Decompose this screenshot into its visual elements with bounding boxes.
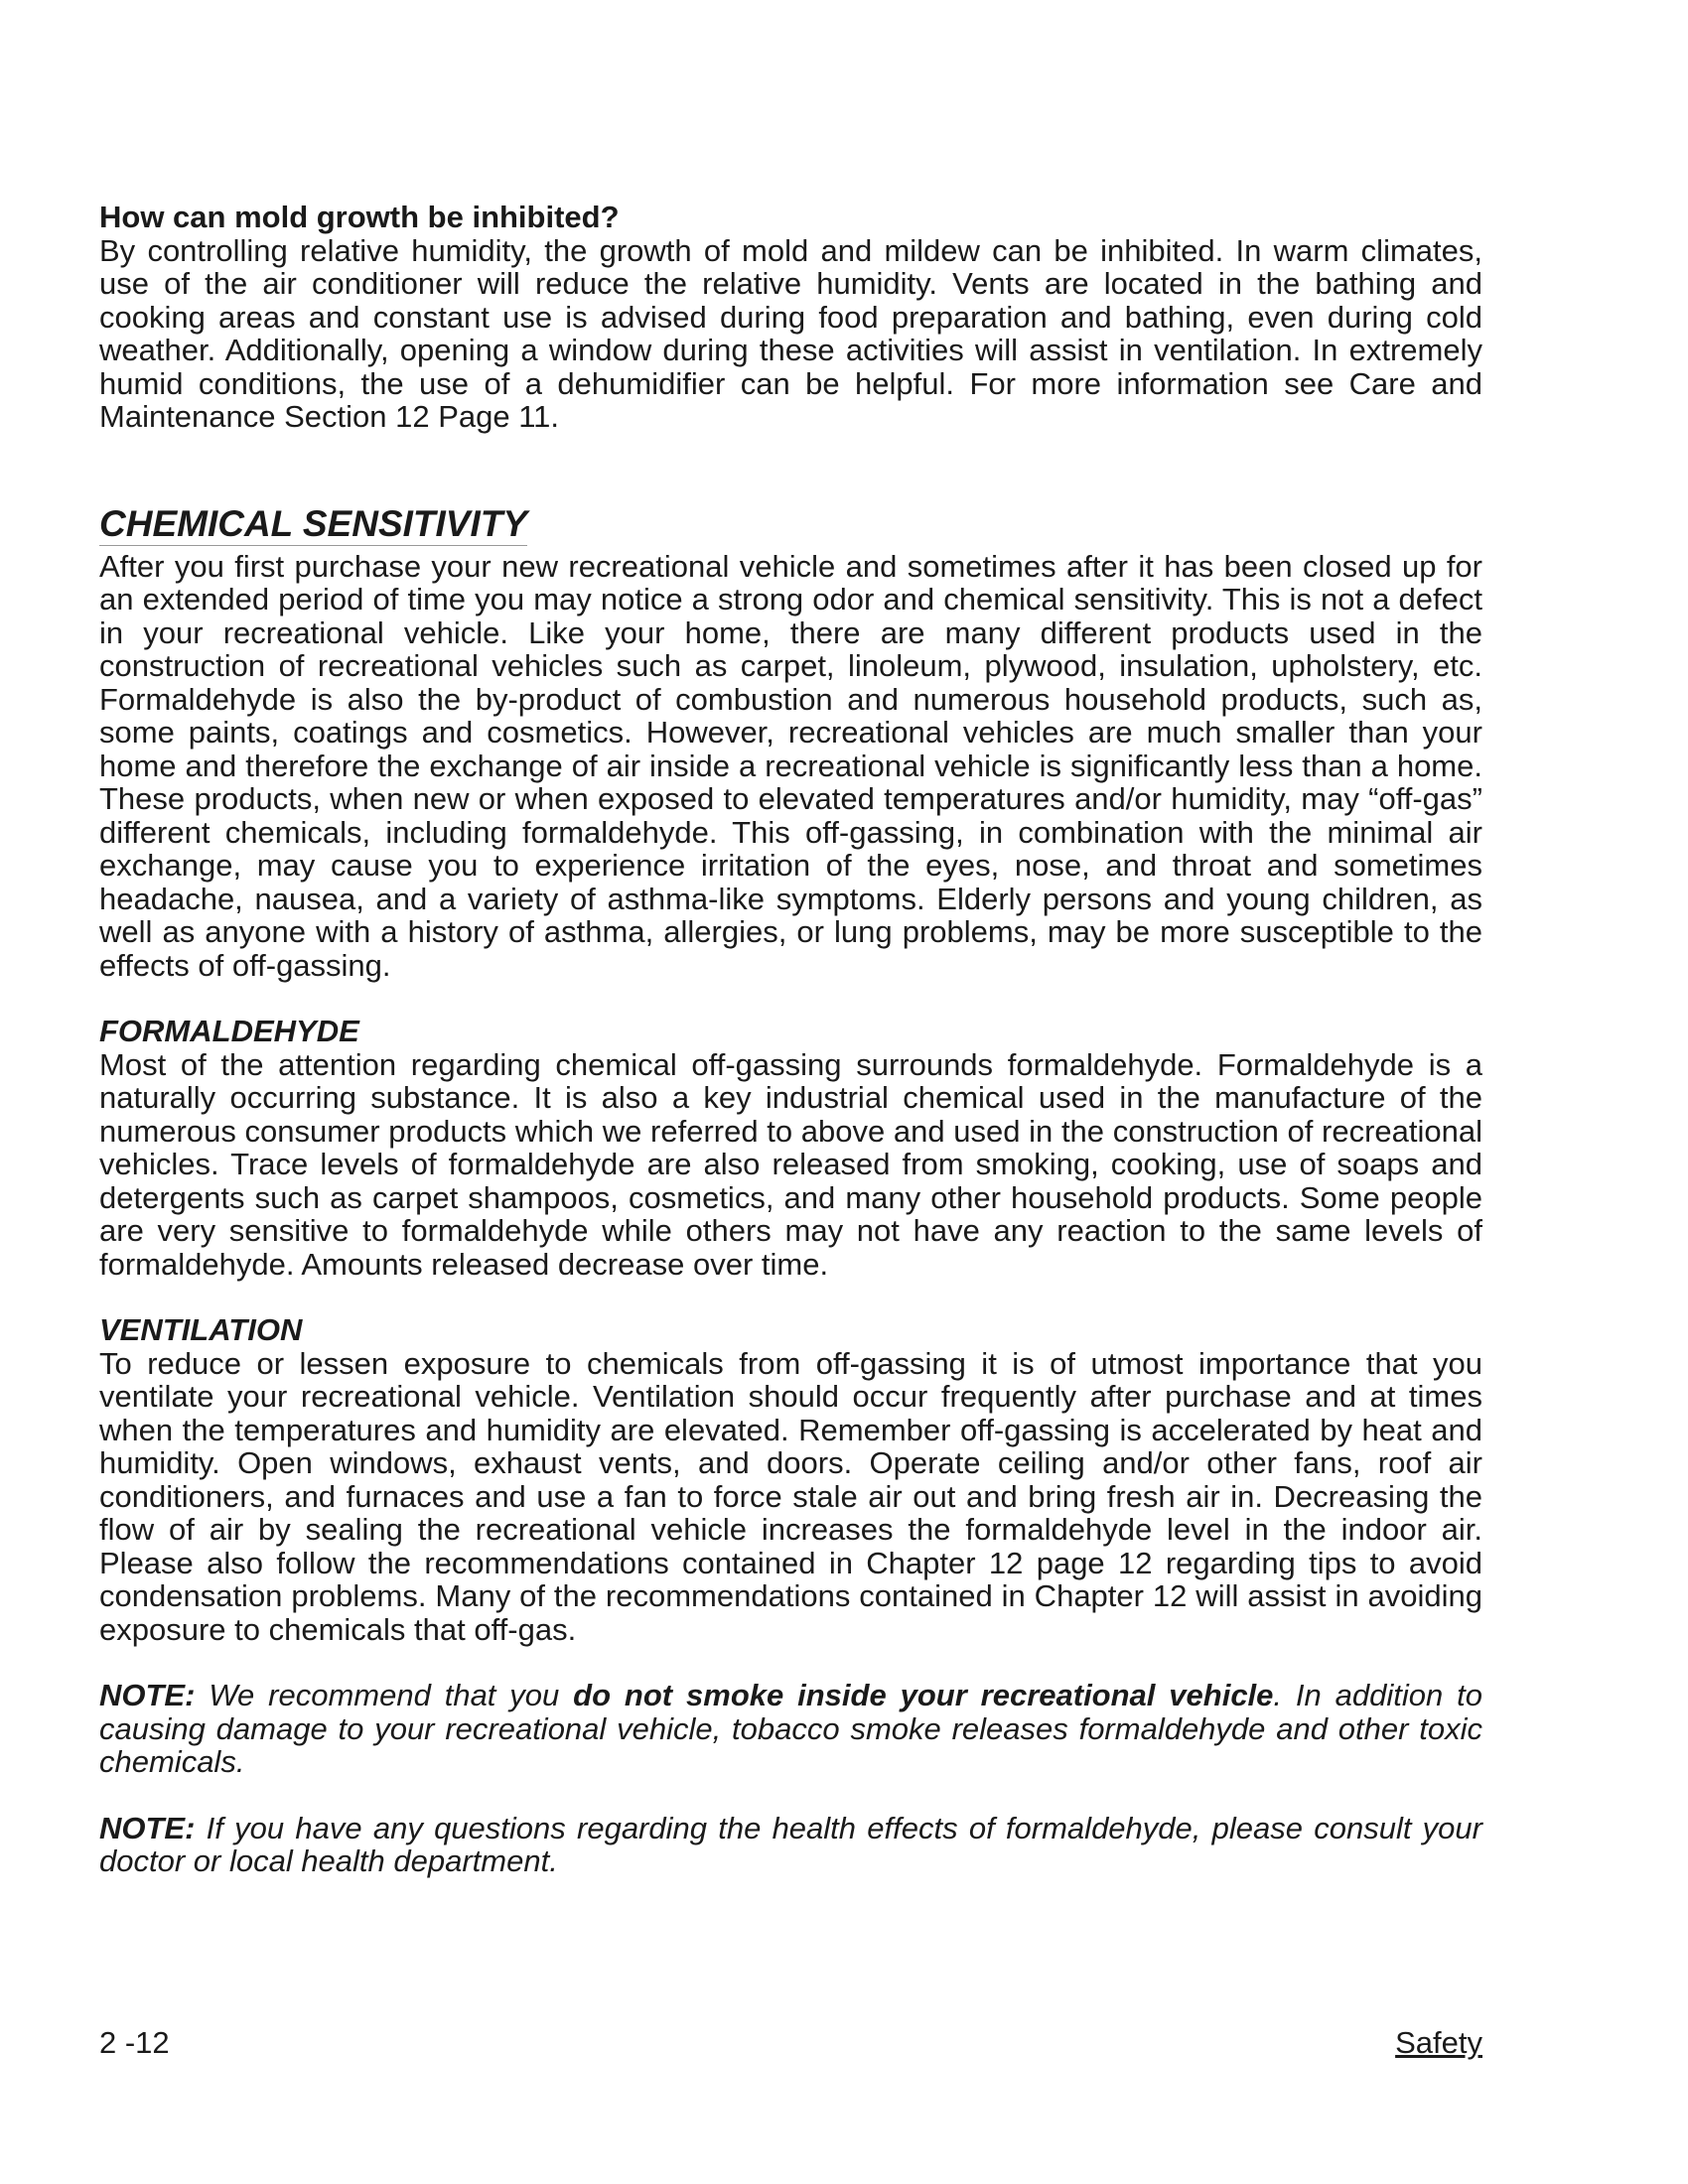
mold-section <box>99 201 1482 434</box>
note-smoking-paragraph <box>99 1679 1482 1779</box>
note-emphasis: do not smoke inside your recreational vehicle <box>573 1678 1274 1712</box>
ventilation-section <box>99 1313 1482 1646</box>
formaldehyde-heading: FORMALDEHYDE <box>99 1014 359 1048</box>
chemical-sensitivity-title: CHEMICAL SENSITIVITY <box>99 502 528 544</box>
section-name: Safety <box>1395 2025 1482 2060</box>
note-rest: . In addition to causing damage to your recreational vehicle, tobacco smoke releases formaldehyde and other toxic chemicals. <box>99 1678 1482 1779</box>
note-text: If you have any questions regarding the health effects of formaldehyde, please consult your doctor or local health department. <box>99 1810 1482 1878</box>
formaldehyde-paragraph: Most of the attention regarding chemical off-gassing surrounds formaldehyde. Formaldehyde is a naturally occurring substance. It is also a key industrial chemical used in the manufacture of the numerous consumer products which we referred to above and used in the construction of recreational vehicles. Trace levels of formaldehyde are also released from smoking, cooking, use of soaps and detergents such as carpet shampoos, cosmetics, and many other household products. Some people are very sensitive to formaldehyde while others may not have any reaction to the same levels of formaldehyde. Amounts released decrease over time. <box>99 1046 1482 1282</box>
page-number: 2 -12 <box>99 2025 170 2060</box>
document-page <box>99 201 1482 1878</box>
note-label: NOTE: <box>99 1678 196 1712</box>
note-health-paragraph <box>99 1812 1482 1878</box>
mold-paragraph: By controlling relative humidity, the growth of mold and mildew can be inhibited. In warm climates, use of the air conditioner will reduce the relative humidity. Vents are located in the bathing and cooking areas and constant use is advised during food preparation and bathing, even during cold weather. Additionally, opening a window during these activities will assist in ventilation. In extremely humid conditions, the use of a dehumidifier can be helpful. For more information see Care and Maintenance Section 12 Page 11. <box>99 232 1482 434</box>
chemical-section <box>99 434 1482 983</box>
ventilation-paragraph: To reduce or lessen exposure to chemicals from off-gassing it is of utmost importance that you ventilate your recreational vehicle. Ventilation should occur frequently after purchase and at times when the temperatures and humidity are elevated. Remember off-gassing is accelerated by heat and humidity. Open windows, exhaust vents, and doors. Operate ceiling and/or other fans, roof air conditioners, and furnaces and use a fan to force stale air out and bring fresh air in. Decreasing the flow of air by sealing the recreational vehicle increases the formaldehyde level in the indoor air. Please also follow the recommendations contained in Chapter 12 page 12 regarding tips to avoid condensation problems. Many of the recommendations contained in Chapter 12 will assist in avoiding exposure to chemicals that off-gas. <box>99 1345 1482 1647</box>
note-health <box>99 1812 1482 1878</box>
ventilation-heading: VENTILATION <box>99 1312 303 1347</box>
note-label: NOTE: <box>99 1810 196 1845</box>
note-lead: We recommend that you <box>195 1678 574 1712</box>
formaldehyde-section <box>99 1015 1482 1281</box>
note-smoking <box>99 1679 1482 1779</box>
chemical-paragraph: After you first purchase your new recreational vehicle and sometimes after it has been closed up for an extended period of time you may notice a strong odor and chemical sensitivity. This is not a defect in your recreational vehicle. Like your home, there are many different products used in the construction of recreational vehicles such as carpet, linoleum, plywood, insulation, upholstery, etc. Formaldehyde is also the by-product of combustion and numerous household products, such as, some paints, coatings and cosmetics. However, recreational vehicles are much smaller than your home and therefore the exchange of air inside a recreational vehicle is significantly less than a home. These products, when new or when exposed to elevated temperatures and/or humidity, may “off-gas” different chemicals, including formaldehyde. This off-gassing, in combination with the minimal air exchange, may cause you to experience irritation of the eyes, nose, and throat and sometimes headache, nausea, and a variety of asthma-like symptoms. Elderly persons and young children, as well as anyone with a history of asthma, allergies, or lung problems, may be more susceptible to the effects of off-gassing. <box>99 548 1482 983</box>
mold-heading: How can mold growth be inhibited? <box>99 200 620 234</box>
